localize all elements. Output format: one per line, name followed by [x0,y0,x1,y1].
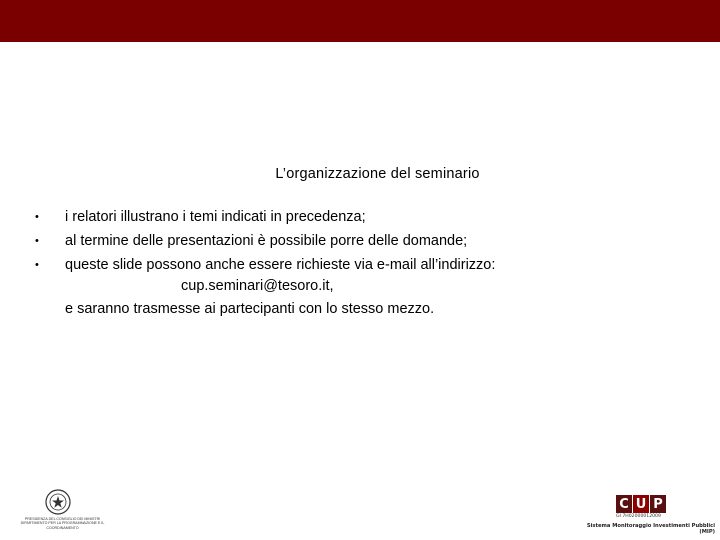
cup-letter-p: P [650,495,666,513]
ministry-line: PRESIDENZA DEL CONSIGLIO DEI MINISTRI [24,517,101,521]
cup-letter-u: U [633,495,649,513]
ministry-line: DIPARTIMENTO PER LA PROGRAMMAZIONE E IL COORDINAMENTO [20,521,105,530]
bullet-text: queste slide possono anche essere richieste via e-mail all’indirizzo: [65,257,496,273]
bullet-list [35,207,635,279]
list-item [35,255,635,279]
cup-letter-c: C [616,495,632,513]
bullet-icon: • [35,259,39,271]
cup-subtitle: Sistema Monitoraggio Investimenti Pubblici (MIP) [586,523,715,535]
cup-logo [616,495,667,515]
email-address: cup.seminari@tesoro.it, [181,278,334,294]
cup-code: GI 7H02000012009 [616,514,661,519]
ministry-text [10,517,115,530]
bullet-text: al termine delle presentazioni è possibile porre delle domande; [65,233,468,249]
list-item [35,231,635,255]
bullet-text: i relatori illustrano i temi indicati in precedenza; [65,209,366,225]
top-bar [0,0,720,42]
ministry-logo [10,488,115,532]
bullet-icon: • [35,211,39,223]
bullet-icon: • [35,235,39,247]
cup-logo-block [570,495,715,535]
slide-title: L’organizzazione del seminario [275,166,480,182]
closing-text: e saranno trasmesse ai partecipanti con lo stesso mezzo. [65,301,435,317]
list-item [35,207,635,231]
emblem-icon [44,488,72,516]
